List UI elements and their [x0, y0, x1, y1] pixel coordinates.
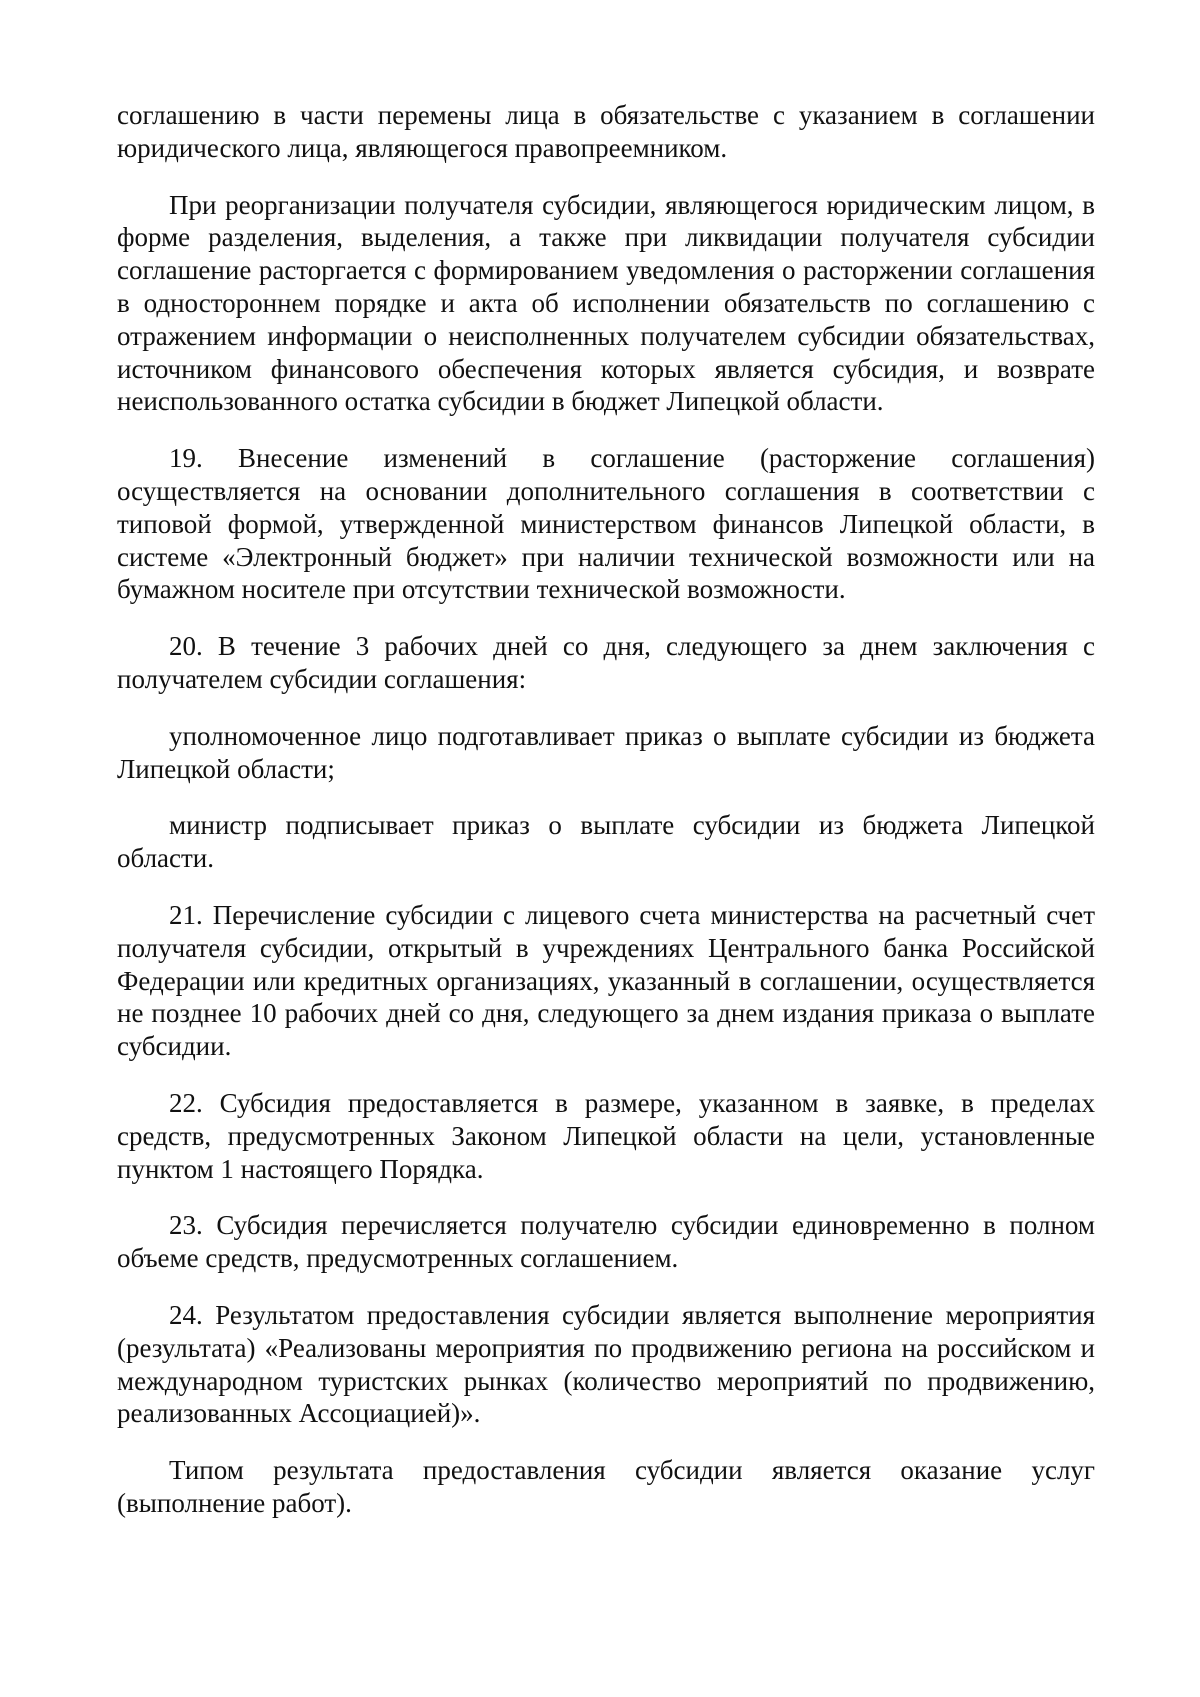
paragraph-20-item-1: уполномоченное лицо подготавливает приказ о выплате субсидии из бюджета Липецкой области;	[117, 720, 1095, 784]
document-body	[117, 99, 1095, 1544]
paragraph-continuation: соглашению в части перемены лица в обязательстве с указанием в соглашении юридического лица, являющегося правопреемником.	[117, 100, 1095, 163]
paragraph-19: 19. Внесение изменений в соглашение (расторжение соглашения) осуществляется на основании дополнительного соглашения в соответствии с типовой формой, утвержденной министерством финансов Липецкой области, в системе «Электронный бюджет» при наличии технической возможности или на бумажном носителе при отсутствии технической возможности.	[117, 443, 1095, 605]
paragraph-22: 22. Субсидия предоставляется в размере, указанном в заявке, в пределах средств, предусмотренных Законом Липецкой области на цели, установленные пунктом 1 настоящего Порядка.	[117, 1087, 1095, 1184]
paragraph-23: 23. Субсидия перечисляется получателю субсидии единовременно в полном объеме средств, предусмотренных соглашением.	[117, 1210, 1095, 1274]
paragraph-20-item-2: министр подписывает приказ о выплате субсидии из бюджета Липецкой области.	[117, 810, 1095, 874]
paragraph-24: 24. Результатом предоставления субсидии является выполнение мероприятия (результата) «Реализованы мероприятия по продвижению региона на российском и международном туристских рынках (количество мероприятий по продвижению, реализованных Ассоциацией)».	[117, 1299, 1095, 1429]
paragraph-reorganization: При реорганизации получателя субсидии, являющегося юридическим лицом, в форме разделения, выделения, а также при ликвидации получателя субсидии соглашение расторгается с формированием уведомления о расторжении соглашения в одностороннем порядке и акта об исполнении обязательств по соглашению с отражением информации о неисполненных получателем субсидии обязательствах, источником финансового обеспечения которых является субсидия, и возврате неиспользованного остатка субсидии в бюджет Липецкой области.	[117, 189, 1095, 417]
paragraph-20: 20. В течение 3 рабочих дней со дня, следующего за днем заключения с получателем субсидии соглашения:	[117, 631, 1095, 694]
paragraph-result-type: Типом результата предоставления субсидии является оказание услуг (выполнение работ).	[117, 1455, 1095, 1518]
paragraph-21: 21. Перечисление субсидии с лицевого счета министерства на расчетный счет получателя субсидии, открытый в учреждениях Центрального банка Российской Федерации или кредитных организациях, указанный в соглашении, осуществляется не позднее 10 рабочих дней со дня, следующего за днем издания приказа о выплате субсидии.	[117, 899, 1095, 1062]
